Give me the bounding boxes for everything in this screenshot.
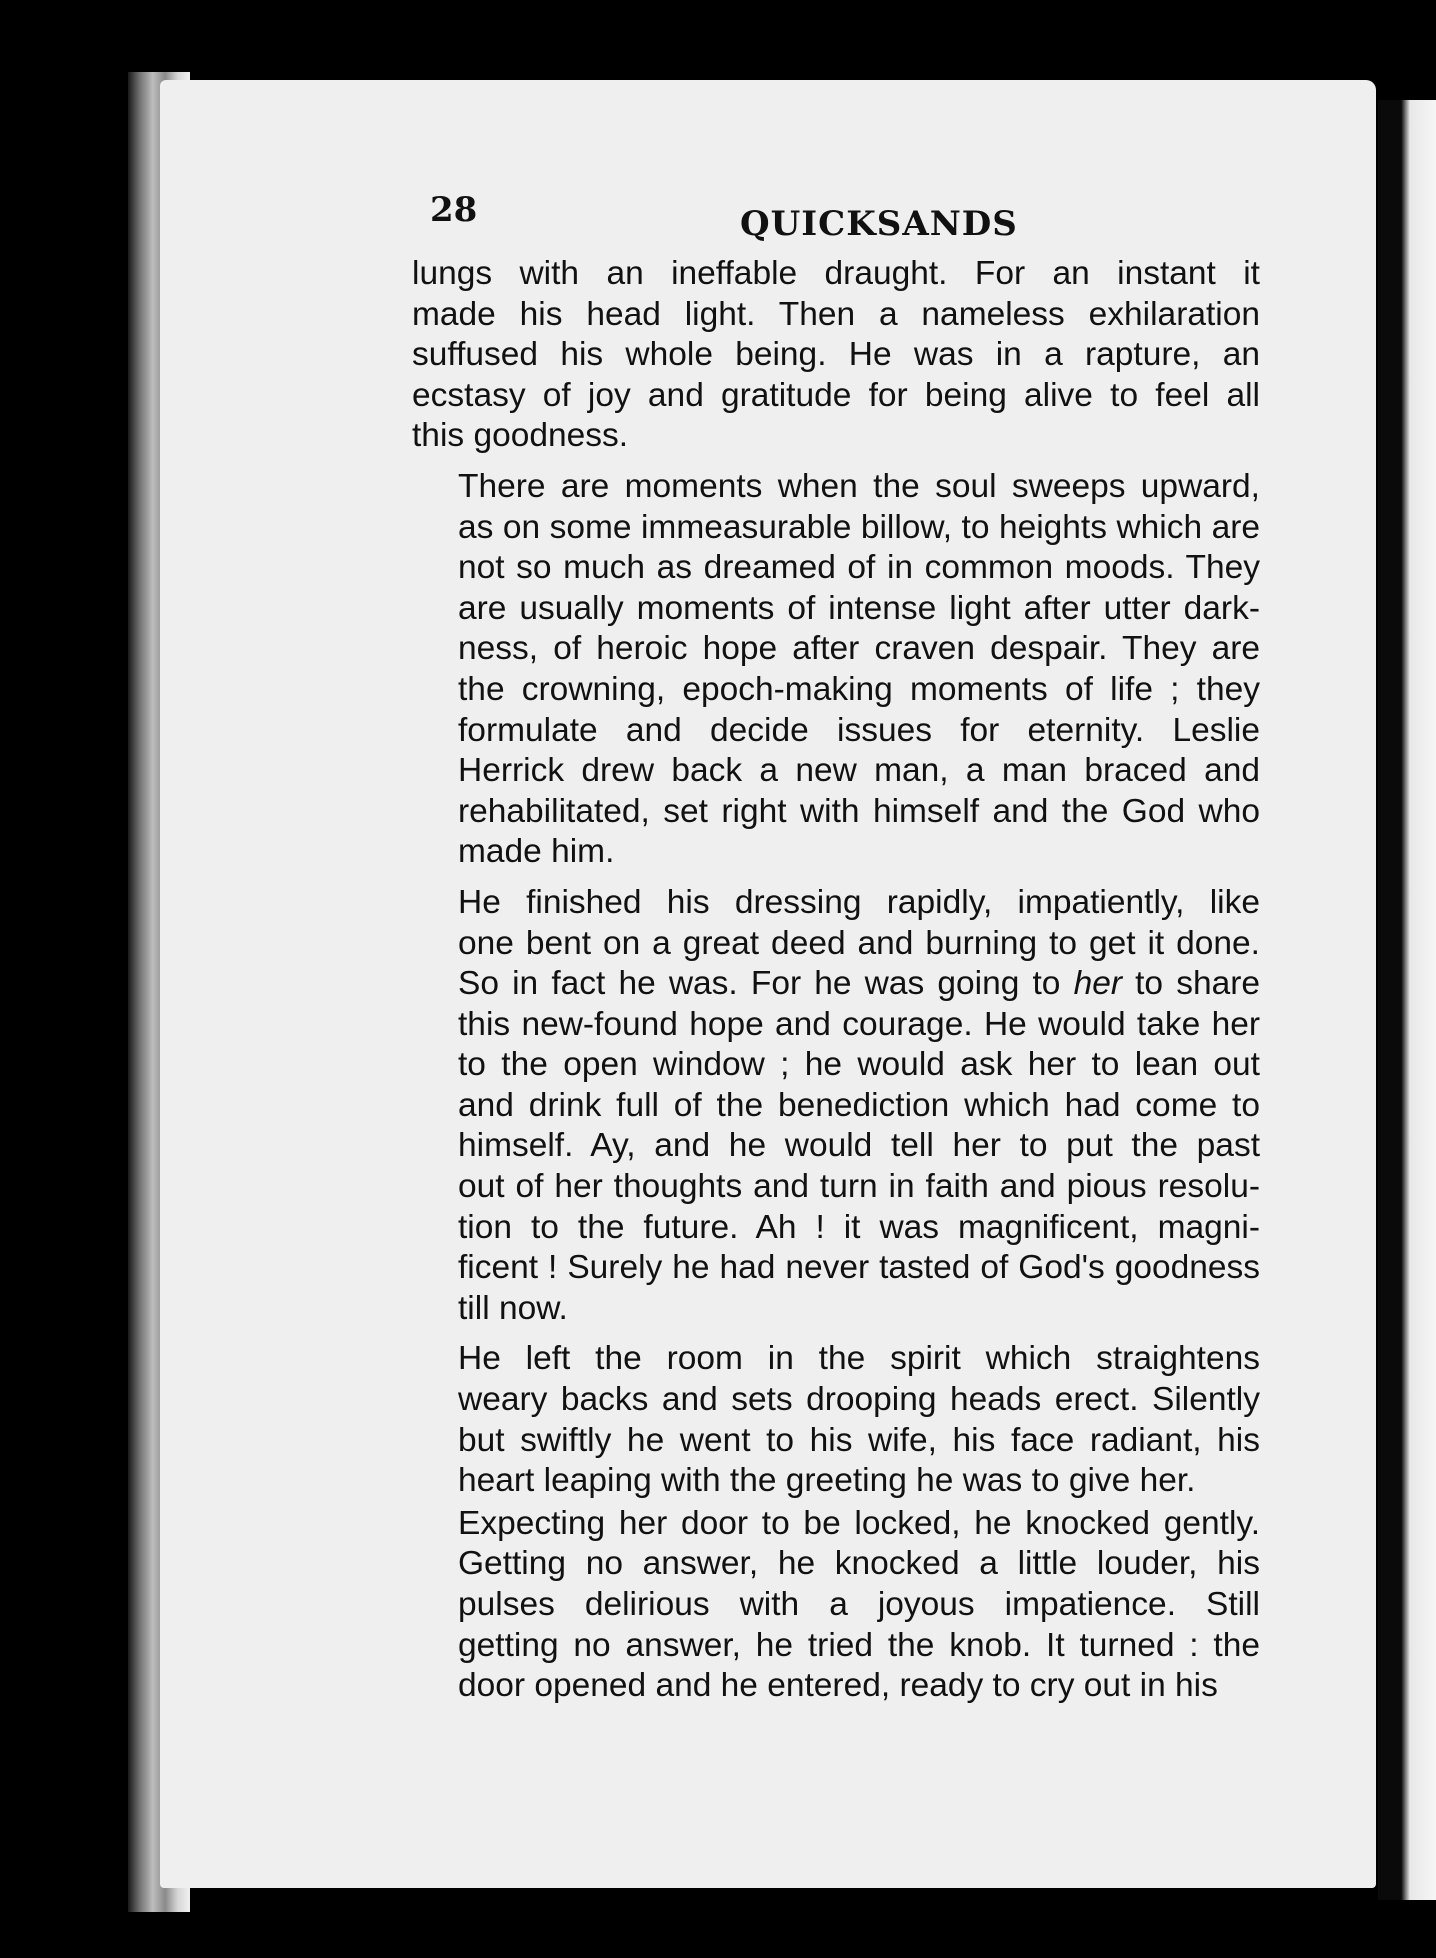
emphasis: her	[1073, 965, 1122, 1003]
body-text	[412, 254, 1260, 1717]
text-line: pulses delirious with a joyous impatience. Still	[458, 1586, 1260, 1623]
text-line: made him.	[458, 833, 615, 871]
text-line: tion to the future. Ah ! it was magnificent, magni-	[458, 1208, 1260, 1246]
text-line: getting no answer, he tried the knob. It turned : the	[458, 1626, 1260, 1664]
text-line: So in fact he was. For he was going to her to share	[458, 965, 1260, 1003]
text-line: as on some immeasurable billow, to heights which are	[458, 508, 1260, 546]
paragraph	[412, 1504, 1260, 1707]
paragraph	[412, 1339, 1260, 1501]
facing-page-edge	[1378, 100, 1436, 1900]
text-line: to the open window ; he would ask her to lean out	[458, 1046, 1260, 1084]
text-line: suffused his whole being. He was in a rapture, an	[412, 336, 1260, 374]
text-line: out of her thoughts and turn in faith and pious resolu-	[458, 1168, 1260, 1206]
text-line: one bent on a great deed and burning to get it done.	[458, 924, 1260, 962]
text-line: There are moments when the soul sweeps upward,	[458, 467, 1260, 505]
paragraph	[412, 883, 1260, 1330]
text-line: Expecting her door to be locked, he knocked gently.	[458, 1504, 1260, 1542]
text-line: but swiftly he went to his wife, his face radiant, his	[458, 1421, 1260, 1459]
text-line: not so much as dreamed of in common moods. They	[458, 549, 1260, 587]
text-line: ficent ! Surely he had never tasted of God's goodness	[458, 1249, 1260, 1287]
text-line: and drink full of the benediction which had come to	[458, 1086, 1260, 1124]
text-line: weary backs and sets drooping heads erect. Silently	[458, 1381, 1260, 1419]
running-head: QUICKSANDS	[740, 204, 1018, 244]
text-line: made his head light. Then a nameless exhilaration	[412, 295, 1260, 333]
text-line: He finished his dressing rapidly, impatiently, like	[458, 883, 1260, 921]
text-line: are usually moments of intense light after utter dark-	[458, 589, 1260, 627]
text-line: formulate and decide issues for eternity. Leslie	[458, 711, 1260, 749]
text-line: door opened and he entered, ready to cry out in his	[458, 1667, 1218, 1705]
text-line: rehabilitated, set right with himself and the God who	[458, 792, 1260, 830]
paragraph	[412, 254, 1260, 457]
text-line: till now.	[458, 1289, 568, 1327]
text-line: Getting no answer, he knocked a little louder, his	[458, 1545, 1260, 1583]
text-line: this new-found hope and courage. He would take her	[458, 1005, 1260, 1043]
text-line: ness, of heroic hope after craven despair. They are	[458, 630, 1260, 668]
text-line: Herrick drew back a new man, a man braced and	[458, 752, 1260, 790]
page-number: 28	[430, 190, 478, 230]
paragraph	[412, 467, 1260, 873]
text-line: heart leaping with the greeting he was to give her.	[458, 1462, 1196, 1500]
text-line: the crowning, epoch-making moments of life ; they	[458, 670, 1260, 708]
text-line: He left the room in the spirit which straightens	[458, 1340, 1260, 1378]
text-line: himself. Ay, and he would tell her to put the past	[458, 1127, 1260, 1165]
page-header	[430, 190, 1250, 250]
text-line: this goodness.	[412, 417, 629, 455]
text-line: lungs with an ineffable draught. For an instant it	[412, 255, 1260, 292]
text-line: ecstasy of joy and gratitude for being alive to feel all	[412, 376, 1260, 414]
